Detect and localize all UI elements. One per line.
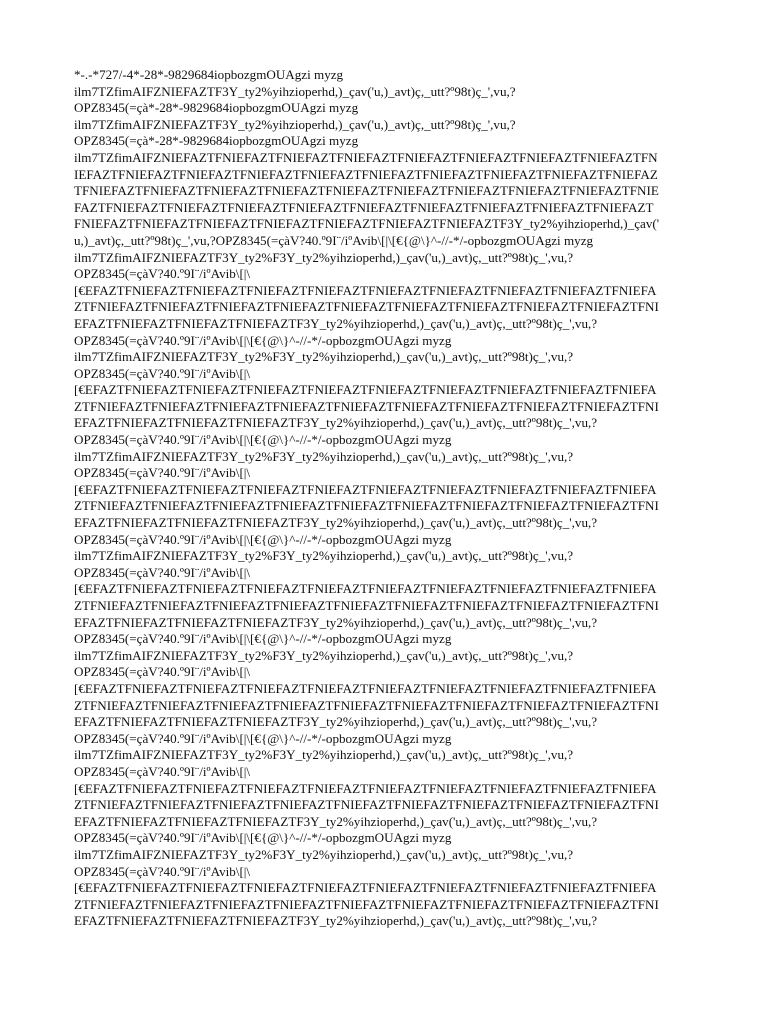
text-line: OPZ8345(=çà*-28*-9829684iopbozgmOUAgzi myzg: [74, 133, 359, 149]
text-line: OPZ8345(=çàV?40.º9I¨/iºAvib\[|\: [74, 863, 251, 879]
text-line: EFAZTFNIEFAZTFNIEFAZTFNIEFAZTF3Y_ty2%yihzioperhd,)_çav('u,)_avt)ç,_utt?º98t)ç_',vu,?: [74, 614, 598, 630]
text-line: [€EFAZTFNIEFAZTFNIEFAZTFNIEFAZTFNIEFAZTFNIEFAZTFNIEFAZTFNIEFAZTFNIEFAZTFNIEFA: [74, 382, 657, 398]
text-line: ilm7TZfimAIFZNIEFAZTF3Y_ty2%F3Y_ty2%yihzioperhd,)_çav('u,)_avt)ç,_utt?º98t)ç_',vu,?: [74, 548, 574, 564]
text-line: OPZ8345(=çàV?40.º9I¨/iºAvib\[|\: [74, 564, 251, 580]
text-line: ilm7TZfimAIFZNIEFAZTF3Y_ty2%F3Y_ty2%yihzioperhd,)_çav('u,)_avt)ç,_utt?º98t)ç_',vu,?: [74, 249, 574, 265]
text-line: OPZ8345(=çàV?40.º9I¨/iºAvib\[|\[€{@\}^-//-*/-opbozgmOUAgzi myzg: [74, 730, 452, 746]
text-line: ilm7TZfimAIFZNIEFAZTF3Y_ty2%F3Y_ty2%yihzioperhd,)_çav('u,)_avt)ç,_utt?º98t)ç_',vu,?: [74, 846, 574, 862]
text-line: EFAZTFNIEFAZTFNIEFAZTFNIEFAZTF3Y_ty2%yihzioperhd,)_çav('u,)_avt)ç,_utt?º98t)ç_',vu,?: [74, 415, 598, 431]
text-line: ilm7TZfimAIFZNIEFAZTF3Y_ty2%F3Y_ty2%yihzioperhd,)_çav('u,)_avt)ç,_utt?º98t)ç_',vu,?: [74, 448, 574, 464]
text-line: [€EFAZTFNIEFAZTFNIEFAZTFNIEFAZTFNIEFAZTFNIEFAZTFNIEFAZTFNIEFAZTFNIEFAZTFNIEFA: [74, 880, 657, 896]
text-line: [€EFAZTFNIEFAZTFNIEFAZTFNIEFAZTFNIEFAZTFNIEFAZTFNIEFAZTFNIEFAZTFNIEFAZTFNIEFA: [74, 481, 657, 497]
text-line: OPZ8345(=çàV?40.º9I¨/iºAvib\[|\[€{@\}^-//-*/-opbozgmOUAgzi myzg: [74, 432, 452, 448]
text-line: EFAZTFNIEFAZTFNIEFAZTFNIEFAZTF3Y_ty2%yihzioperhd,)_çav('u,)_avt)ç,_utt?º98t)ç_',vu,?: [74, 515, 598, 531]
text-line: [€EFAZTFNIEFAZTFNIEFAZTFNIEFAZTFNIEFAZTFNIEFAZTFNIEFAZTFNIEFAZTFNIEFAZTFNIEFA: [74, 282, 657, 298]
text-line: OPZ8345(=çà*-28*-9829684iopbozgmOUAgzi myzg: [74, 100, 359, 116]
text-line: FAZTFNIEFAZTFNIEFAZTFNIEFAZTFNIEFAZTFNIEFAZTFNIEFAZTFNIEFAZTFNIEFAZTFNIEFAZT: [74, 199, 654, 215]
text-line: *-.-*727/-4*-28*-9829684iopbozgmOUAgzi myzg: [74, 67, 344, 82]
text-line: OPZ8345(=çàV?40.º9I¨/iºAvib\[|\: [74, 465, 251, 481]
text-line: OPZ8345(=çàV?40.º9I¨/iºAvib\[|\[€{@\}^-//-*/-opbozgmOUAgzi myzg: [74, 631, 452, 647]
text-line: ZTFNIEFAZTFNIEFAZTFNIEFAZTFNIEFAZTFNIEFAZTFNIEFAZTFNIEFAZTFNIEFAZTFNIEFAZTFNI: [74, 697, 659, 713]
text-line: [€EFAZTFNIEFAZTFNIEFAZTFNIEFAZTFNIEFAZTFNIEFAZTFNIEFAZTFNIEFAZTFNIEFAZTFNIEFA: [74, 780, 657, 796]
text-line: ilm7TZfimAIFZNIEFAZTFNIEFAZTFNIEFAZTFNIEFAZTFNIEFAZTFNIEFAZTFNIEFAZTFNIEFAZTFN: [74, 149, 658, 165]
text-line: ilm7TZfimAIFZNIEFAZTF3Y_ty2%F3Y_ty2%yihzioperhd,)_çav('u,)_avt)ç,_utt?º98t)ç_',vu,?: [74, 747, 574, 763]
text-line: ZTFNIEFAZTFNIEFAZTFNIEFAZTFNIEFAZTFNIEFAZTFNIEFAZTFNIEFAZTFNIEFAZTFNIEFAZTFNI: [74, 299, 659, 315]
text-line: ZTFNIEFAZTFNIEFAZTFNIEFAZTFNIEFAZTFNIEFAZTFNIEFAZTFNIEFAZTFNIEFAZTFNIEFAZTFNI: [74, 598, 659, 613]
text-line: EFAZTFNIEFAZTFNIEFAZTFNIEFAZTF3Y_ty2%yihzioperhd,)_çav('u,)_avt)ç,_utt?º98t)ç_',vu,?: [74, 913, 598, 929]
text-line: OPZ8345(=çàV?40.º9I¨/iºAvib\[|\[€{@\}^-//-*/-opbozgmOUAgzi myzg: [74, 531, 452, 547]
text-line: ZTFNIEFAZTFNIEFAZTFNIEFAZTFNIEFAZTFNIEFAZTFNIEFAZTFNIEFAZTFNIEFAZTFNIEFAZTFNI: [74, 498, 659, 514]
text-line: u,)_avt)ç,_utt?º98t)ç_',vu,?OPZ8345(=çàV?40.º9I¨/iºAvib\[|\[€{@\}^-//-*/-opbozgmOUAgzi myzg: [74, 232, 594, 248]
text-line: OPZ8345(=çàV?40.º9I¨/iºAvib\[|\[€{@\}^-//-*/-opbozgmOUAgzi myzg: [74, 830, 452, 846]
text-line: ilm7TZfimAIFZNIEFAZTF3Y_ty2%F3Y_ty2%yihzioperhd,)_çav('u,)_avt)ç,_utt?º98t)ç_',vu,?: [74, 349, 574, 365]
text-line: OPZ8345(=çàV?40.º9I¨/iºAvib\[|\[€{@\}^-//-*/-opbozgmOUAgzi myzg: [74, 332, 452, 348]
text-line: ZTFNIEFAZTFNIEFAZTFNIEFAZTFNIEFAZTFNIEFAZTFNIEFAZTFNIEFAZTFNIEFAZTFNIEFAZTFNI: [74, 398, 659, 414]
document-body-text: [74, 67, 714, 930]
text-line: [€EFAZTFNIEFAZTFNIEFAZTFNIEFAZTFNIEFAZTFNIEFAZTFNIEFAZTFNIEFAZTFNIEFAZTFNIEFA: [74, 680, 657, 696]
text-line: ZTFNIEFAZTFNIEFAZTFNIEFAZTFNIEFAZTFNIEFAZTFNIEFAZTFNIEFAZTFNIEFAZTFNIEFAZTFNI: [74, 896, 659, 912]
text-line: ilm7TZfimAIFZNIEFAZTF3Y_ty2%yihzioperhd,)_çav('u,)_avt)ç,_utt?º98t)ç_',vu,?: [74, 116, 516, 132]
text-line: EFAZTFNIEFAZTFNIEFAZTFNIEFAZTF3Y_ty2%yihzioperhd,)_çav('u,)_avt)ç,_utt?º98t)ç_',vu,?: [74, 714, 598, 730]
text-line: TFNIEFAZTFNIEFAZTFNIEFAZTFNIEFAZTFNIEFAZTFNIEFAZTFNIEFAZTFNIEFAZTFNIEFAZTFNIE: [74, 183, 659, 199]
text-line: OPZ8345(=çàV?40.º9I¨/iºAvib\[|\: [74, 763, 251, 779]
text-line: OPZ8345(=çàV?40.º9I¨/iºAvib\[|\: [74, 664, 251, 680]
text-line: EFAZTFNIEFAZTFNIEFAZTFNIEFAZTF3Y_ty2%yihzioperhd,)_çav('u,)_avt)ç,_utt?º98t)ç_',vu,?: [74, 813, 598, 829]
text-line: FNIEFAZTFNIEFAZTFNIEFAZTFNIEFAZTFNIEFAZTFNIEFAZTFNIEFAZTF3Y_ty2%yihzioperhd,)_çav(': [74, 216, 660, 232]
text-line: IEFAZTFNIEFAZTFNIEFAZTFNIEFAZTFNIEFAZTFNIEFAZTFNIEFAZTFNIEFAZTFNIEFAZTFNIEFAZ: [74, 166, 658, 182]
text-line: ilm7TZfimAIFZNIEFAZTF3Y_ty2%yihzioperhd,)_çav('u,)_avt)ç,_utt?º98t)ç_',vu,?: [74, 83, 516, 99]
text-line: EFAZTFNIEFAZTFNIEFAZTFNIEFAZTF3Y_ty2%yihzioperhd,)_çav('u,)_avt)ç,_utt?º98t)ç_',vu,?: [74, 315, 598, 331]
text-line: ilm7TZfimAIFZNIEFAZTF3Y_ty2%F3Y_ty2%yihzioperhd,)_çav('u,)_avt)ç,_utt?º98t)ç_',vu,?: [74, 647, 574, 663]
text-line: ZTFNIEFAZTFNIEFAZTFNIEFAZTFNIEFAZTFNIEFAZTFNIEFAZTFNIEFAZTFNIEFAZTFNIEFAZTFNI: [74, 797, 659, 813]
text-line: OPZ8345(=çàV?40.º9I¨/iºAvib\[|\: [74, 266, 251, 282]
text-line: [€EFAZTFNIEFAZTFNIEFAZTFNIEFAZTFNIEFAZTFNIEFAZTFNIEFAZTFNIEFAZTFNIEFAZTFNIEFA: [74, 581, 657, 597]
text-line: OPZ8345(=çàV?40.º9I¨/iºAvib\[|\: [74, 365, 251, 381]
